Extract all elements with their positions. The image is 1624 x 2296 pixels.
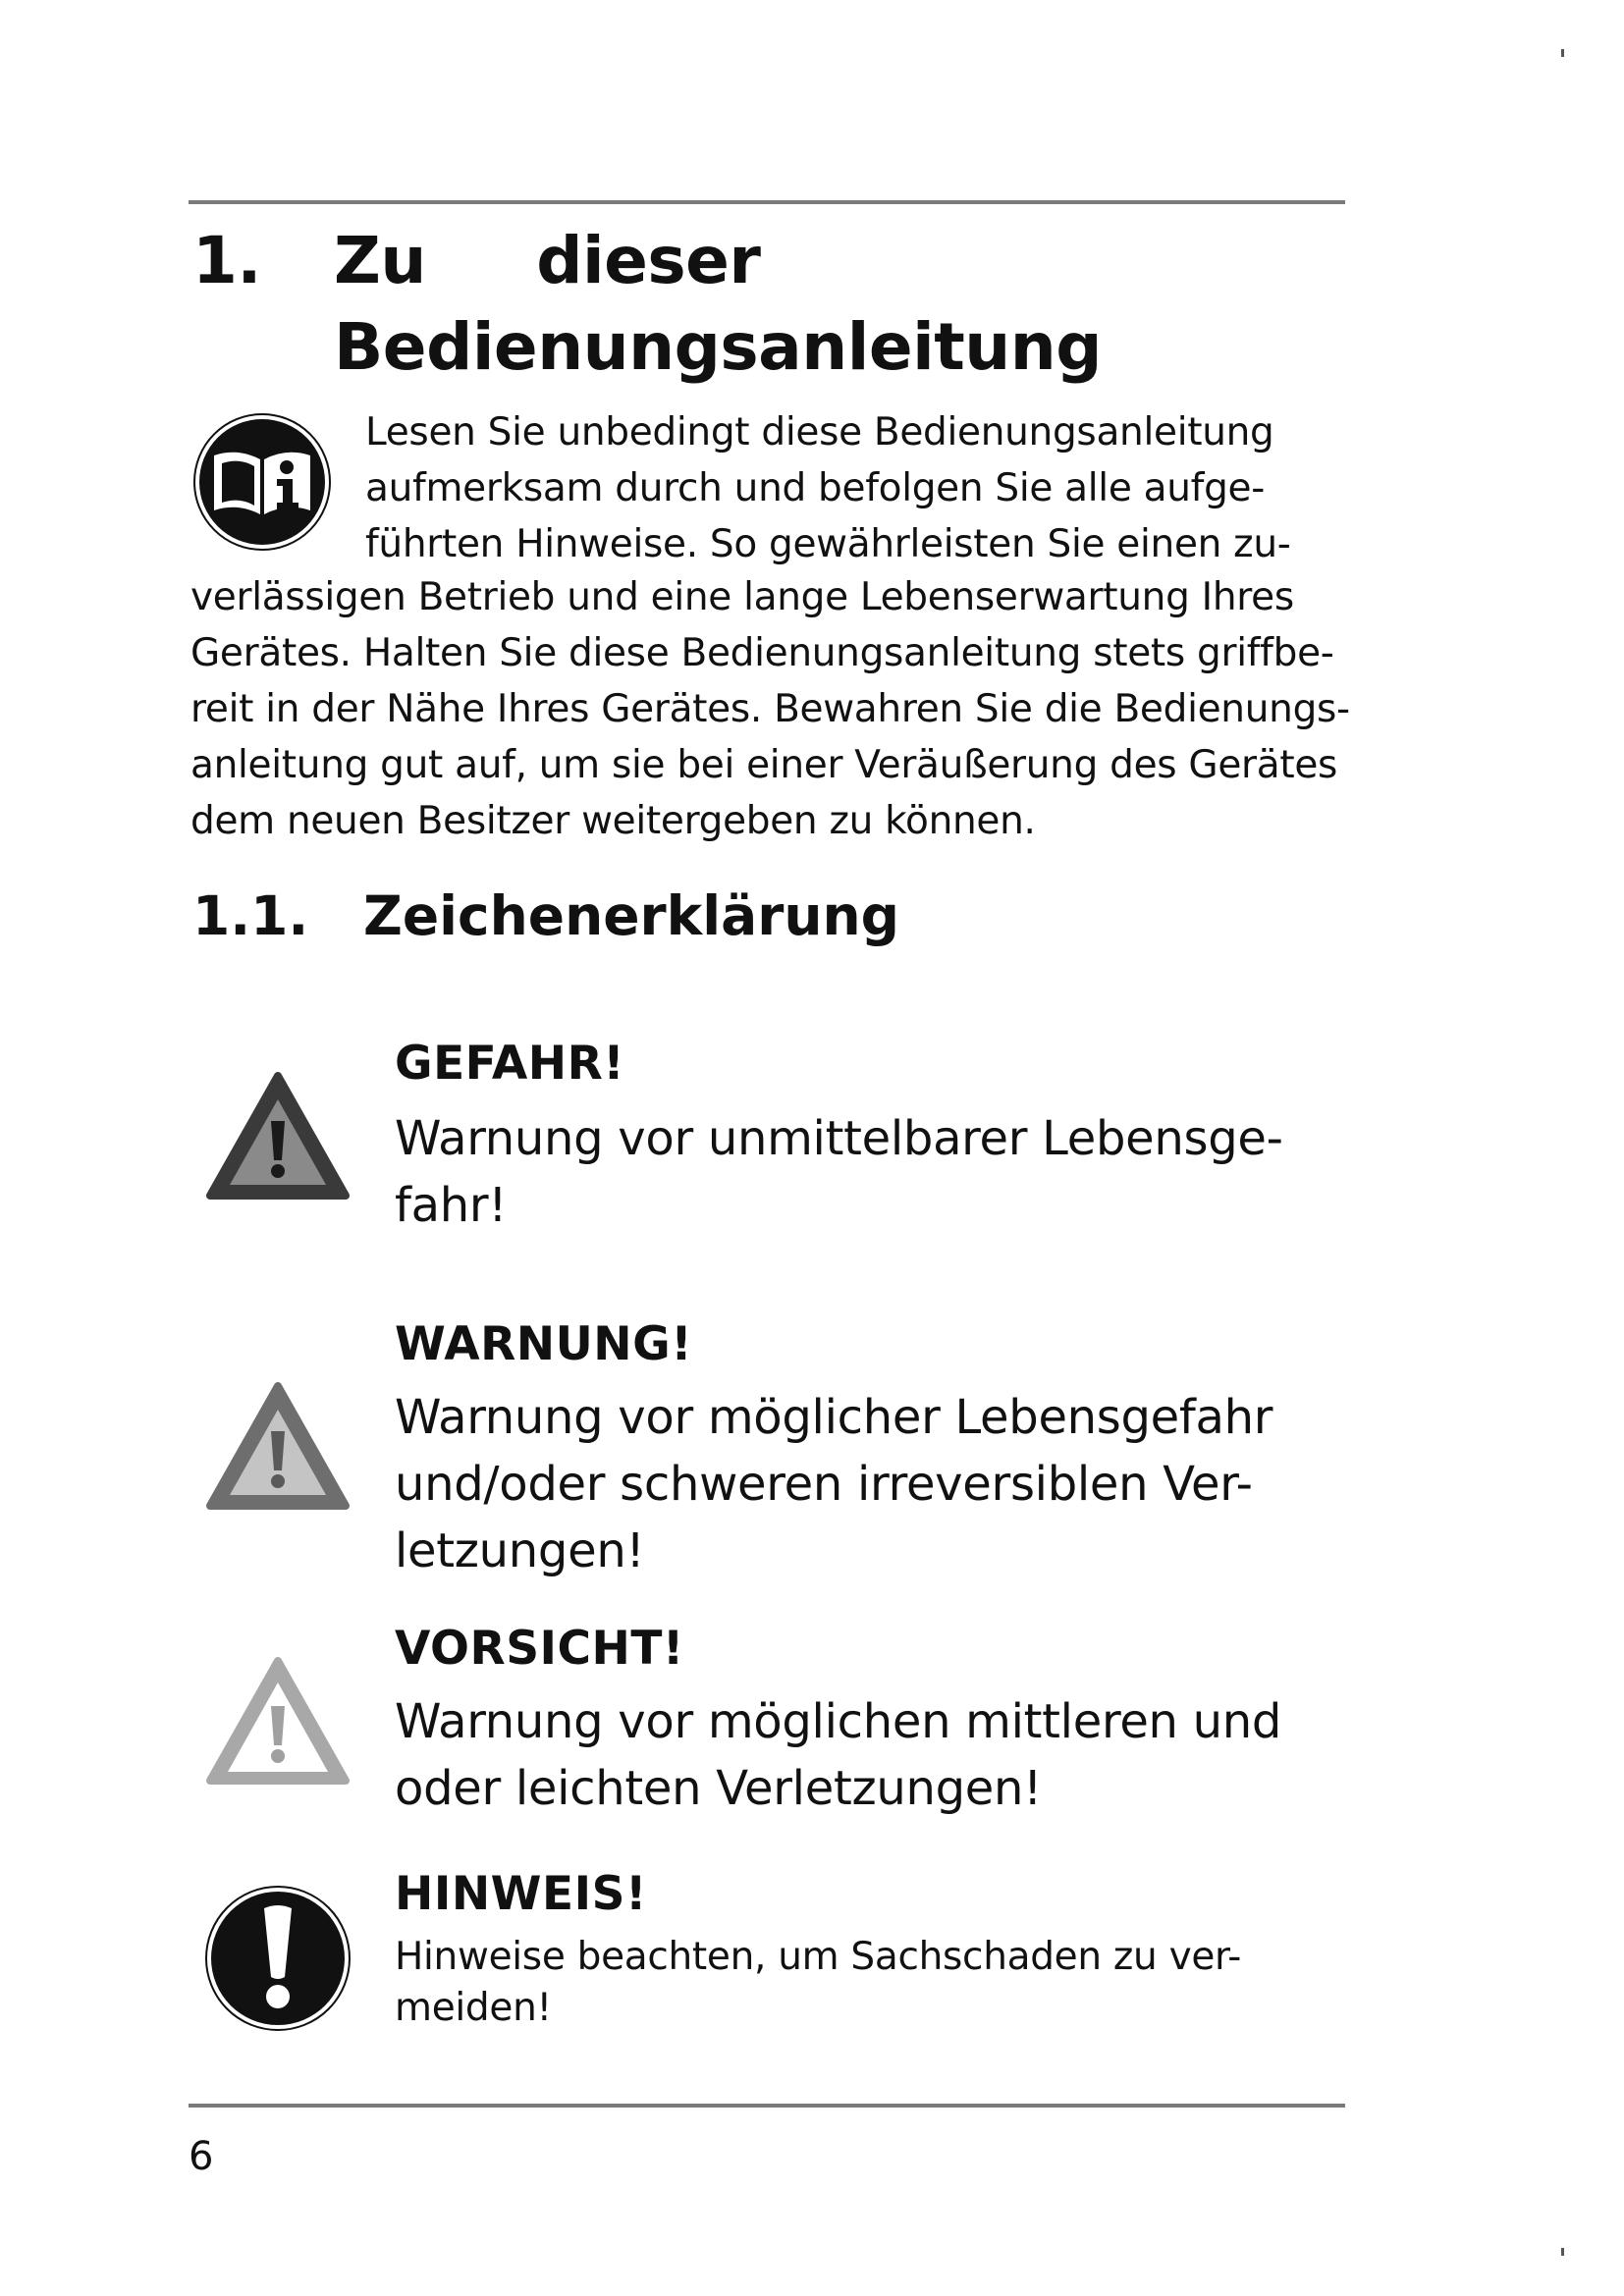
sign-text-warning: letzungen! — [395, 1523, 645, 1578]
warning-triangle-icon — [204, 1380, 352, 1514]
sign-text-warning: Warnung vor möglicher Lebensgefahr — [395, 1390, 1273, 1445]
intro-line: dem neuen Besitzer weitergeben zu können. — [190, 799, 1036, 843]
manual-info-icon — [192, 412, 332, 552]
sign-text-caution: oder leichten Verletzungen! — [395, 1761, 1043, 1816]
danger-triangle-icon — [204, 1070, 352, 1203]
page-number: 6 — [189, 2134, 214, 2179]
sign-text-notice: Hinweise beachten, um Sachschaden zu ver- — [395, 1935, 1242, 1979]
notice-exclamation-icon — [204, 1885, 352, 2032]
chapter-title-line-1: Zu dieser — [334, 223, 761, 298]
chapter-number: 1. — [192, 223, 261, 298]
sign-text-danger: Warnung vor unmittelbarer Lebensge- — [395, 1111, 1283, 1166]
bottom-rule — [189, 2104, 1345, 2108]
sign-title-warning: WARNUNG! — [395, 1317, 693, 1371]
sign-title-danger: GEFAHR! — [395, 1037, 625, 1091]
section-title: Zeichenerklärung — [363, 884, 900, 947]
intro-line: anleitung gut auf, um sie bei einer Veräußerung des Gerätes — [190, 743, 1338, 787]
sign-title-notice: HINWEIS! — [395, 1867, 647, 1921]
sign-text-warning: und/oder schweren irreversiblen Ver- — [395, 1457, 1253, 1512]
intro-line: führten Hinweise. So gewährleisten Sie einen zu- — [365, 522, 1291, 566]
sign-title-caution: VORSICHT! — [395, 1622, 684, 1676]
sign-text-danger: fahr! — [395, 1178, 508, 1233]
top-rule — [189, 200, 1345, 204]
intro-line: verlässigen Betrieb und eine lange Lebenserwartung Ihres — [190, 575, 1294, 619]
section-number: 1.1. — [192, 884, 309, 947]
chapter-title-line-2: Bedienungsanleitung — [334, 309, 1102, 385]
sign-text-caution: Warnung vor möglichen mittleren und — [395, 1694, 1282, 1749]
intro-line: aufmerksam durch und befolgen Sie alle aufge- — [365, 466, 1266, 510]
crop-mark-bottom — [1561, 2248, 1564, 2256]
sign-text-notice: meiden! — [395, 1986, 552, 2030]
intro-line: Lesen Sie unbedingt diese Bedienungsanleitung — [365, 410, 1274, 454]
intro-line: Gerätes. Halten Sie diese Bedienungsanleitung stets griffbe- — [190, 631, 1334, 675]
intro-line: reit in der Nähe Ihres Gerätes. Bewahren Sie die Bedienungs- — [190, 687, 1350, 731]
crop-mark-top — [1561, 49, 1564, 57]
caution-triangle-icon — [204, 1655, 352, 1789]
